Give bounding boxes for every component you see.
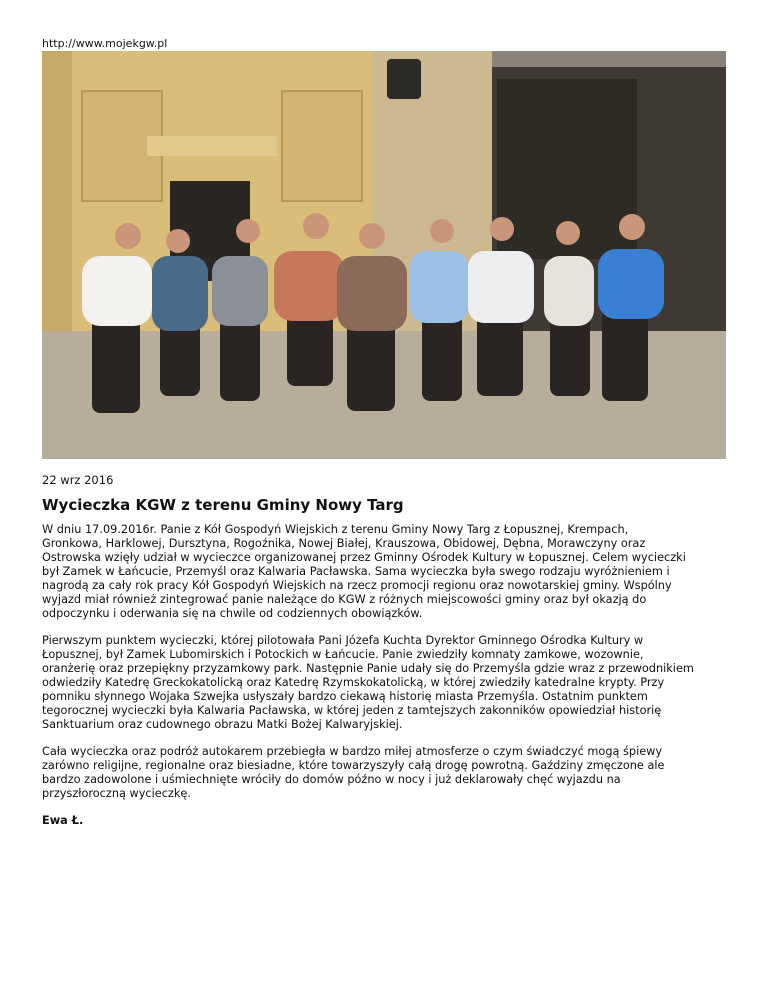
wall-panel-right [282,91,362,201]
article-paragraph: Pierwszym punktem wycieczki, której pilotowała Pani Józefa Kuchta Dyrektor Gminnego Ośrodka Kultury w Łopusznej, był Zamek Lubomirskich i Potockich w Łańcucie. Panie zwiedziły komnaty zamkowe, wozownie, oranżerię oraz przepiękny przyzamkowy park. Następnie Panie udały się do Przemyśla gdzie wraz z przewodnikiem odwiedziły Katedrę Greckokatolicką oraz Katedrę Rzymskokatolicką, w której zwiedziły katedralne krypty. Przy pomniku słynnego Wojaka Szwejka usłyszały bardzo ciekawą historię miasta Przemyśla. Ostatnim punktem tegorocznej wycieczki była Kalwaria Pacławska, w której jeden z tamtejszych zakonników opowiedział historię Sanktuarium oraz cudownego obrazu Matki Bożej Kalwaryjskiej. [42,634,694,731]
article-paragraph: W dniu 17.09.2016r. Panie z Kół Gospodyń Wiejskich z terenu Gminy Nowy Targ z Łopusznej, Krempach, Gronkowa, Harklowej, Dursztyna, Rogoźnika, Nowej Białej, Krauszowa, Obidowej, Dębna, Morawczyny oraz Ostrowska wzięły udział w wycieczce organizowanej przez Gminny Ośrodek Kultury w Łopusznej. Celem wycieczki był Zamek w Łańcucie, Przemyśl oraz Kalwaria Pacławska. Sama wycieczka była swego rodzaju wyróżnieniem i nagrodą za cały rok pracy Kół Gospodyń Wiejskich na rzecz promocji regionu oraz nowotarskiej gminy. Wspólny wyjazd miał również zintegrować panie należące do KGW z różnych miejscowości gminy oraz był okazją do odpoczynku i oderwania się na chwile od codziennych obowiązków. [42,523,686,620]
article-body [42,523,732,841]
group-photo-illustration [42,51,726,459]
group-photo [42,51,726,459]
article-signature: Ewa Ł. [42,814,84,827]
source-url[interactable]: http://www.mojekgw.pl [42,37,168,50]
lantern [387,59,421,99]
article-title: Wycieczka KGW z terenu Gminy Nowy Targ [42,496,404,514]
left-pilaster [42,51,72,341]
gate-lintel [492,51,726,67]
article-date: 22 wrz 2016 [42,473,114,487]
door-cornice [147,136,277,156]
article-paragraph: Cała wycieczka oraz podróż autokarem przebiegła w bardzo miłej atmosferze o czym świadczyć mogą śpiewy zarówno religijne, regionalne oraz biesiadne, które towarzyszyły całą drogę powrotną. Gaździny zmęczone ale bardzo zadowolone i uśmiechnięte wróciły do domów późno w nocy i już deklarowały chęć wyjazdu na przyszłoroczną wycieczkę. [42,745,665,800]
